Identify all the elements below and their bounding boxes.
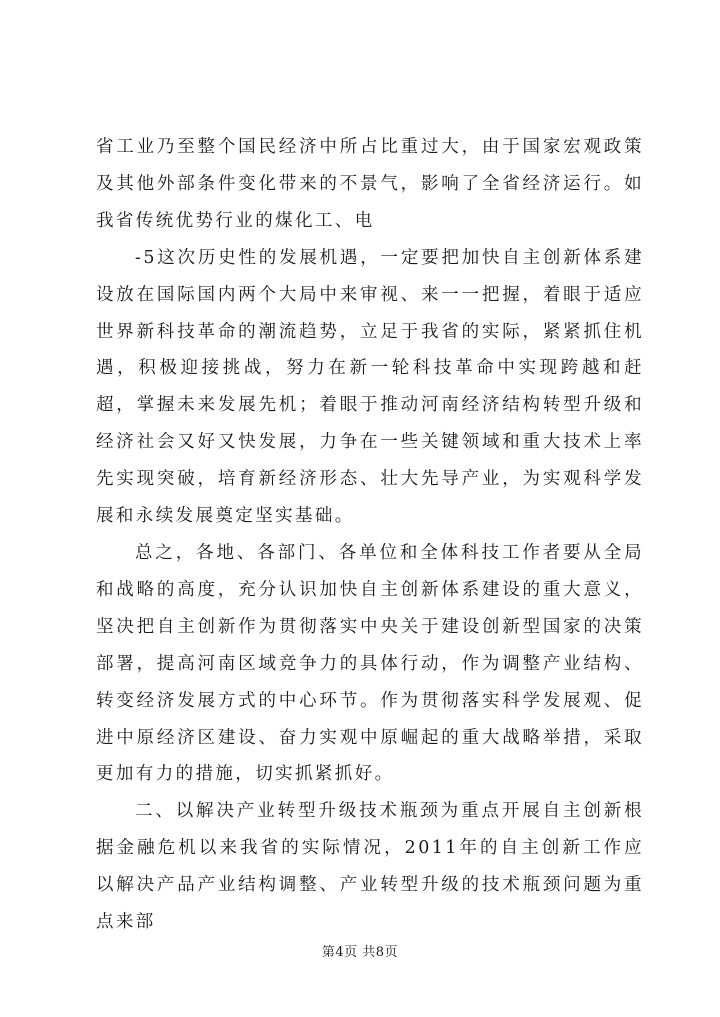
- paragraph-continuation: 省工业乃至整个国民经济中所占比重过大，由于国家宏观政策及其他外部条件变化带来的不景气，影响了全省经济运行。如我省传统优势行业的煤化工、电: [96, 137, 644, 231]
- paragraph-summary: 总之，各地、各部门、各单位和全体科技工作者要从全局和战略的高度，充分认识加快自主创新体系建设的重大意义，坚决把自主创新作为贯彻落实中央关于建设创新型国家的决策部署，提高河南区域竞争力的具体行动，作为调整产业结构、转变经济发展方式的中心环节。作为贯彻落实科学发展观、促进中原经济区建设、奋力实观中原崛起的重大战略举措，采取更加有力的措施，切实抓紧抓好。: [96, 542, 644, 785]
- paragraph-section-two: 二、以解决产业转型升级技术瓶颈为重点开展自主创新根据金融危机以来我省的实际情况，2011年的自主创新工作应以解决产品产业结构调整、产业转型升级的技术瓶颈问题为重点来部: [96, 801, 644, 933]
- page-number-footer: 第4页 共8页: [321, 945, 399, 960]
- paragraph-development-opportunity: -5这次历史性的发展机遇，一定要把加快自主创新体系建设放在国际国内两个大局中来审视、来一一把握，着眼于适应世界新科技革命的潮流趋势，立足于我省的实际，紧紧抓住机遇，积极迎接挑战，努力在新一轮科技革命中实现跨越和赶超，掌握未来发展先机；着眼于推动河南经济结构转型升级和经济社会又好又快发展，力争在一些关键领域和重大技术上率先实现突破，培育新经济形态、壮大先导产业，为实观科学发展和永续发展奠定坚实基础。: [96, 247, 644, 527]
- document-body: [96, 129, 644, 941]
